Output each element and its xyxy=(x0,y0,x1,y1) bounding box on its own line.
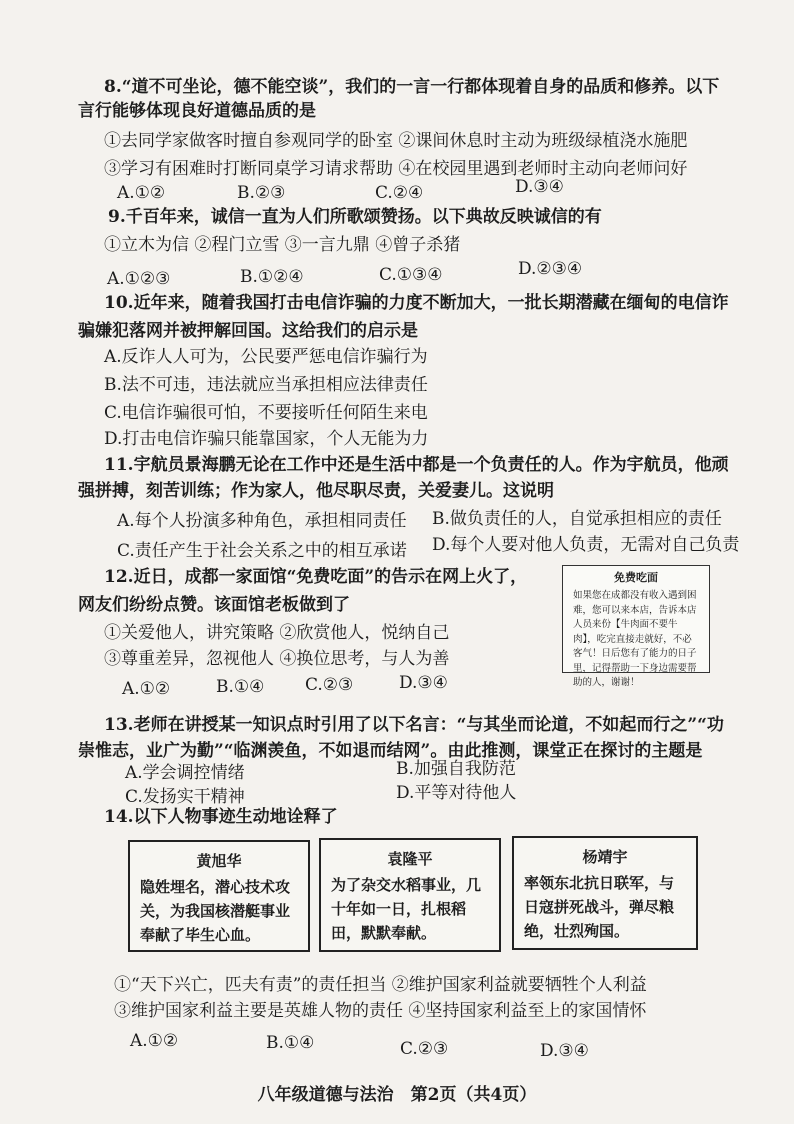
person-card-name: 黄旭华 xyxy=(196,852,242,870)
q11-choice-b: B.做负责任的人，自觉承担相应的责任 xyxy=(432,509,722,529)
q9-choice-d: D.②③④ xyxy=(518,259,583,279)
q10-choice-d: D.打击电信诈骗只能靠国家，个人无能为力 xyxy=(104,429,429,449)
q14-choice-d: D.③④ xyxy=(540,1041,589,1061)
q12-choice-b: B.①④ xyxy=(216,677,265,697)
person-card-text: 为了杂交水稻事业，几十年如一日，扎根稻田，默默奉献。 xyxy=(331,876,482,942)
q10-choice-c: C.电信诈骗很可怕，不要接听任何陌生来电 xyxy=(104,403,428,423)
q12-options-line1: ①关爱他人，讲究策略 ②欣赏他人，悦纳自己 xyxy=(104,623,450,643)
person-card-name: 杨靖宇 xyxy=(582,848,628,866)
q8-choice-d: D.③④ xyxy=(515,177,564,197)
q13-choice-c: C.发扬实干精神 xyxy=(125,787,245,807)
q13-stem-line2: 崇惟志，业广为勤”“临渊羡鱼，不如退而结网”。由此推测，课堂正在探讨的主题是 xyxy=(78,741,703,761)
free-noodle-notice xyxy=(562,565,710,688)
q11-choice-a: A.每个人扮演多种角色，承担相同责任 xyxy=(117,511,407,531)
q8-stem-line1: 8.“道不可坐论，德不能空谈”，我们的一言一行都体现着自身的品质和修养。以下 xyxy=(104,77,720,97)
q12-choice-a: A.①② xyxy=(122,679,171,699)
q14-choice-b: B.①④ xyxy=(266,1033,315,1053)
page-footer: 八年级道德与法治 第2页（共4页） xyxy=(257,1085,537,1105)
q13-stem-line1: 13.老师在讲授某一知识点时引用了以下名言：“与其坐而论道，不如起而行之”“功 xyxy=(104,715,724,735)
q14-stem: 14.以下人物事迹生动地诠释了 xyxy=(104,807,338,827)
q14-choice-a: A.①② xyxy=(130,1031,179,1051)
q12-stem-line1: 12.近日，成都一家面馆“免费吃面”的告示在网上火了， xyxy=(104,567,528,587)
q10-stem-line2: 骗嫌犯落网并被押解回国。这给我们的启示是 xyxy=(78,321,418,341)
notice-title: 免费吃面 xyxy=(614,571,658,584)
q9-options: ①立木为信 ②程门立雪 ③一言九鼎 ④曾子杀猪 xyxy=(104,235,461,255)
q8-options-line2: ③学习有困难时打断同桌学习请求帮助 ④在校园里遇到老师时主动向老师问好 xyxy=(104,159,688,179)
q9-choice-b: B.①②④ xyxy=(240,267,304,287)
q10-stem-line1: 10.近年来，随着我国打击电信诈骗的力度不断加大，一批长期潜藏在缅甸的电信诈 xyxy=(104,293,729,313)
q9-choice-c: C.①③④ xyxy=(379,265,443,285)
q10-choice-a: A.反诈人人可为，公民要严惩电信诈骗行为 xyxy=(104,347,428,367)
person-card-name: 袁隆平 xyxy=(387,850,433,868)
q11-stem-line1: 11.宇航员景海鹏无论在工作中还是生活中都是一个负责任的人。作为宇航员，他顽 xyxy=(104,455,729,475)
q12-choice-d: D.③④ xyxy=(399,673,448,693)
q14-choice-c: C.②③ xyxy=(400,1039,449,1059)
q8-options-line1: ①去同学家做客时擅自参观同学的卧室 ②课间休息时主动为班级绿植浇水施肥 xyxy=(104,131,688,151)
q11-stem-line2: 强拼搏，刻苦训练；作为家人，他尽职尽责，关爱妻儿。这说明 xyxy=(78,481,554,501)
q13-choice-d: D.平等对待他人 xyxy=(396,783,517,803)
q10-choice-b: B.法不可违，违法就应当承担相应法律责任 xyxy=(104,375,428,395)
q12-choice-c: C.②③ xyxy=(305,675,354,695)
q9-stem: 9.千百年来，诚信一直为人们所歌颂赞扬。以下典故反映诚信的有 xyxy=(108,207,602,227)
q8-stem-line2: 言行能够体现良好道德品质的是 xyxy=(78,101,316,121)
person-card-text: 率领东北抗日联军，与日寇拼死战斗，弹尽粮绝，壮烈殉国。 xyxy=(524,874,675,940)
q11-choice-c: C.责任产生于社会关系之中的相互承诺 xyxy=(117,541,407,561)
q8-choice-a: A.①② xyxy=(117,183,166,203)
q8-choice-c: C.②④ xyxy=(375,183,424,203)
q9-choice-a: A.①②③ xyxy=(107,269,171,289)
person-card-text: 隐姓埋名，潜心技术攻关，为我国核潜艇事业奉献了毕生心血。 xyxy=(140,878,291,944)
q14-options-line2: ③维护国家利益主要是英雄人物的责任 ④坚持国家利益至上的家国情怀 xyxy=(114,1001,647,1021)
q11-choice-d: D.每个人要对他人负责，无需对自己负责 xyxy=(432,535,740,555)
q13-choice-b: B.加强自我防范 xyxy=(396,759,516,779)
person-card-huang-xuhua xyxy=(128,840,310,952)
q14-options-line1: ①“天下兴亡，匹夫有责”的责任担当 ②维护国家利益就要牺牲个人利益 xyxy=(114,975,647,995)
q8-choice-b: B.②③ xyxy=(237,183,286,203)
q12-stem-line2: 网友们纷纷点赞。该面馆老板做到了 xyxy=(78,595,350,615)
q12-options-line2: ③尊重差异，忽视他人 ④换位思考，与人为善 xyxy=(104,649,450,669)
person-card-yang-jingyu xyxy=(512,836,698,950)
person-card-yuan-longping xyxy=(319,838,501,952)
q13-choice-a: A.学会调控情绪 xyxy=(125,763,245,783)
notice-body: 如果您在成都没有收入遇到困难，您可以来本店，告诉本店人员来份【牛肉面不要牛肉】，吃完直接走就好，不必客气！日后您有了能力的日子里，记得帮助一下身边需要帮助的人，谢谢！ xyxy=(573,590,697,688)
